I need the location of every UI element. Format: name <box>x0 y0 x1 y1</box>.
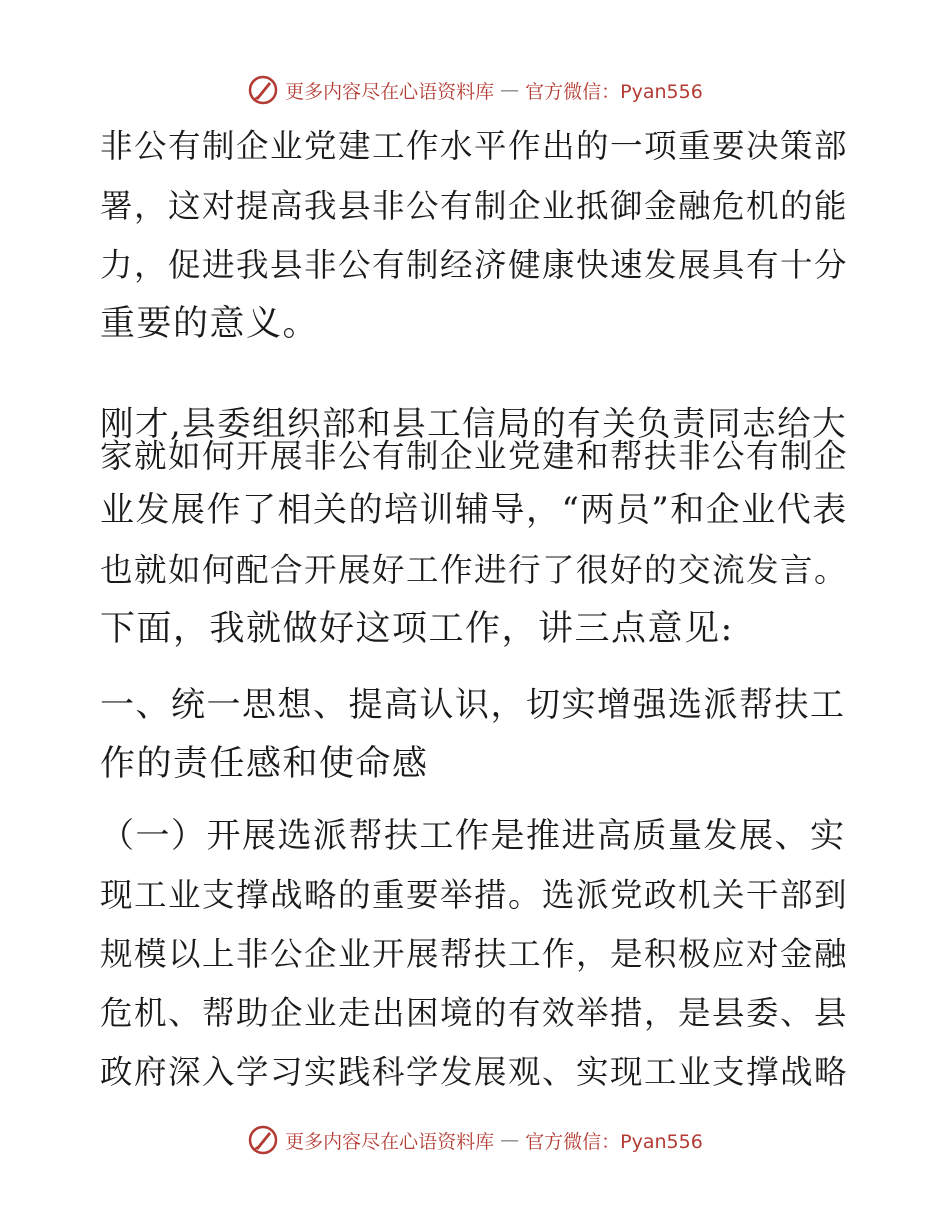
body-line-12: （一）开展选派帮扶工作是推进高质量发展、实 <box>100 816 846 856</box>
header-separator: — <box>500 79 520 101</box>
body-line-5: 刚才,县委组织部和县工信局的有关负责同志给大 <box>100 404 848 443</box>
body-line-7: 业发展作了相关的培训辅导，“两员”和企业代表 <box>100 490 848 530</box>
body-line-8: 也就如何配合开展好工作进行了很好的交流发言。 <box>100 551 849 589</box>
section-heading-line-1: 一、统一思想、提高认识，切实增强选派帮扶工 <box>100 685 846 725</box>
body-line-15: 危机、帮助企业走出困境的有效举措，是县委、县 <box>100 994 849 1032</box>
header-promo-text: 更多内容尽在心语资料库 <box>285 80 495 103</box>
body-line-2: 署，这对提高我县非公有制企业抵御金融危机的能 <box>100 187 849 225</box>
body-line-3: 力，促进我县非公有制经济健康快速发展具有十分 <box>100 246 849 284</box>
body-line-13: 现工业支撑战略的重要举措。选派党政机关干部到 <box>100 876 849 914</box>
body-line-16: 政府深入学习实践科学发展观、实现工业支撑战略 <box>100 1053 849 1091</box>
header-wechat-text: 官方微信：Pyan556 <box>525 80 703 103</box>
footer-separator: — <box>500 1129 520 1151</box>
body-line-1: 非公有制企业党建工作水平作出的一项重要决策部 <box>100 127 849 165</box>
footer-promo-text: 更多内容尽在心语资料库 <box>285 1130 495 1153</box>
body-line-14: 规模以上非公企业开展帮扶工作，是积极应对金融 <box>100 935 849 973</box>
footer-wechat-text: 官方微信：Pyan556 <box>525 1130 703 1153</box>
header-watermark-banner <box>0 72 950 108</box>
footer-watermark-banner <box>0 1122 950 1158</box>
body-line-6: 家就如何开展非公有制企业党建和帮扶非公有制企 <box>100 437 849 475</box>
quill-logo-icon <box>247 1124 279 1156</box>
quill-logo-icon <box>247 74 279 106</box>
body-line-9: 下面，我就做好这项工作，讲三点意见: <box>100 609 734 649</box>
body-line-4: 重要的意义。 <box>100 304 320 344</box>
section-heading-line-2: 作的责任感和使命感 <box>100 744 429 784</box>
